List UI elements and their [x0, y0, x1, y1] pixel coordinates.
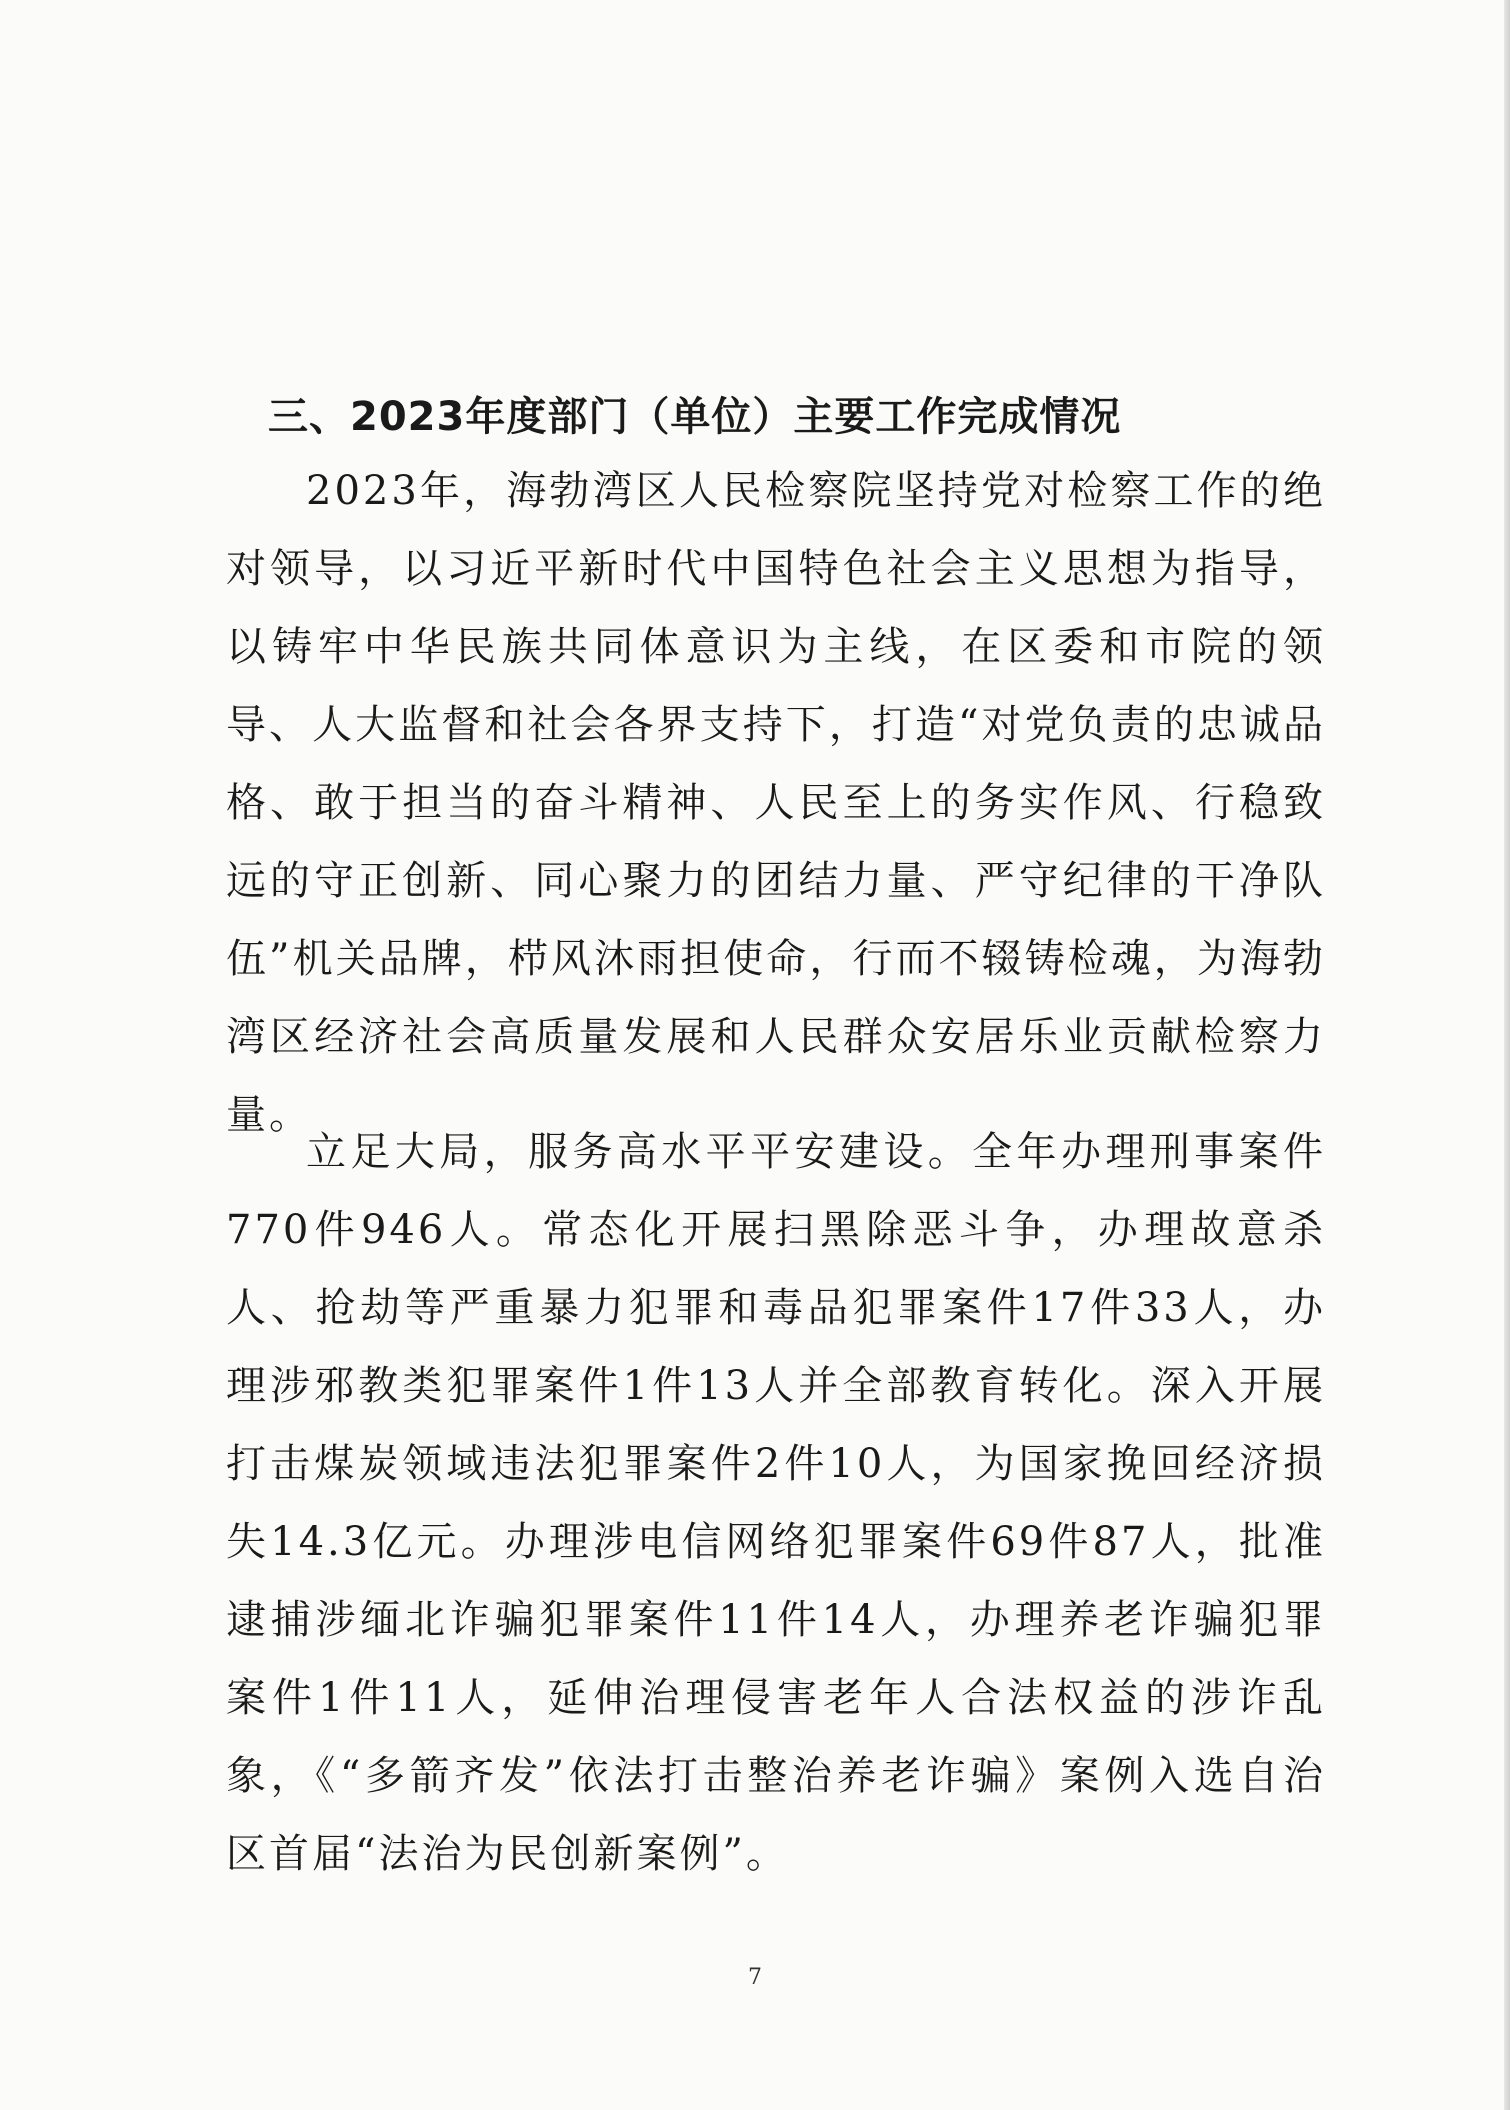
page-number: 7 [748, 1965, 762, 1990]
section-heading: 三、2023年度部门（单位）主要工作完成情况 [268, 394, 1122, 441]
paragraph-safety-construction: 立足大局，服务高水平平安建设。全年办理刑事案件770件946人。常态化开展扫黑除恶斗争，办理故意杀人、抢劫等严重暴力犯罪和毒品犯罪案件17件33人，办理涉邪教类犯罪案件1件13人并全部教育转化。深入开展打击煤炭领域违法犯罪案件2件10人，为国家挽回经济损失14.3亿元。办理涉电信网络犯罪案件69件87人，批准逮捕涉缅北诈骗犯罪案件11件14人，办理养老诈骗犯罪案件1件11人，延伸治理侵害老年人合法权益的涉诈乱象，《“多箭齐发”依法打击整治养老诈骗》案例入选自治区首届“法治为民创新案例”。 [226, 1129, 1326, 1877]
scan-edge [1504, 0, 1510, 2110]
paragraph-overview: 2023年，海勃湾区人民检察院坚持党对检察工作的绝对领导，以习近平新时代中国特色社会主义思想为指导，以铸牢中华民族共同体意识为主线，在区委和市院的领导、人大监督和社会各界支持下，打造“对党负责的忠诚品格、敢于担当的奋斗精神、人民至上的务实作风、行稳致远的守正创新、同心聚力的团结力量、严守纪律的干净队伍”机关品牌，栉风沐雨担使命，行而不辍铸检魂，为海勃湾区经济社会高质量发展和人民群众安居乐业贡献检察力量。 [226, 468, 1326, 1138]
